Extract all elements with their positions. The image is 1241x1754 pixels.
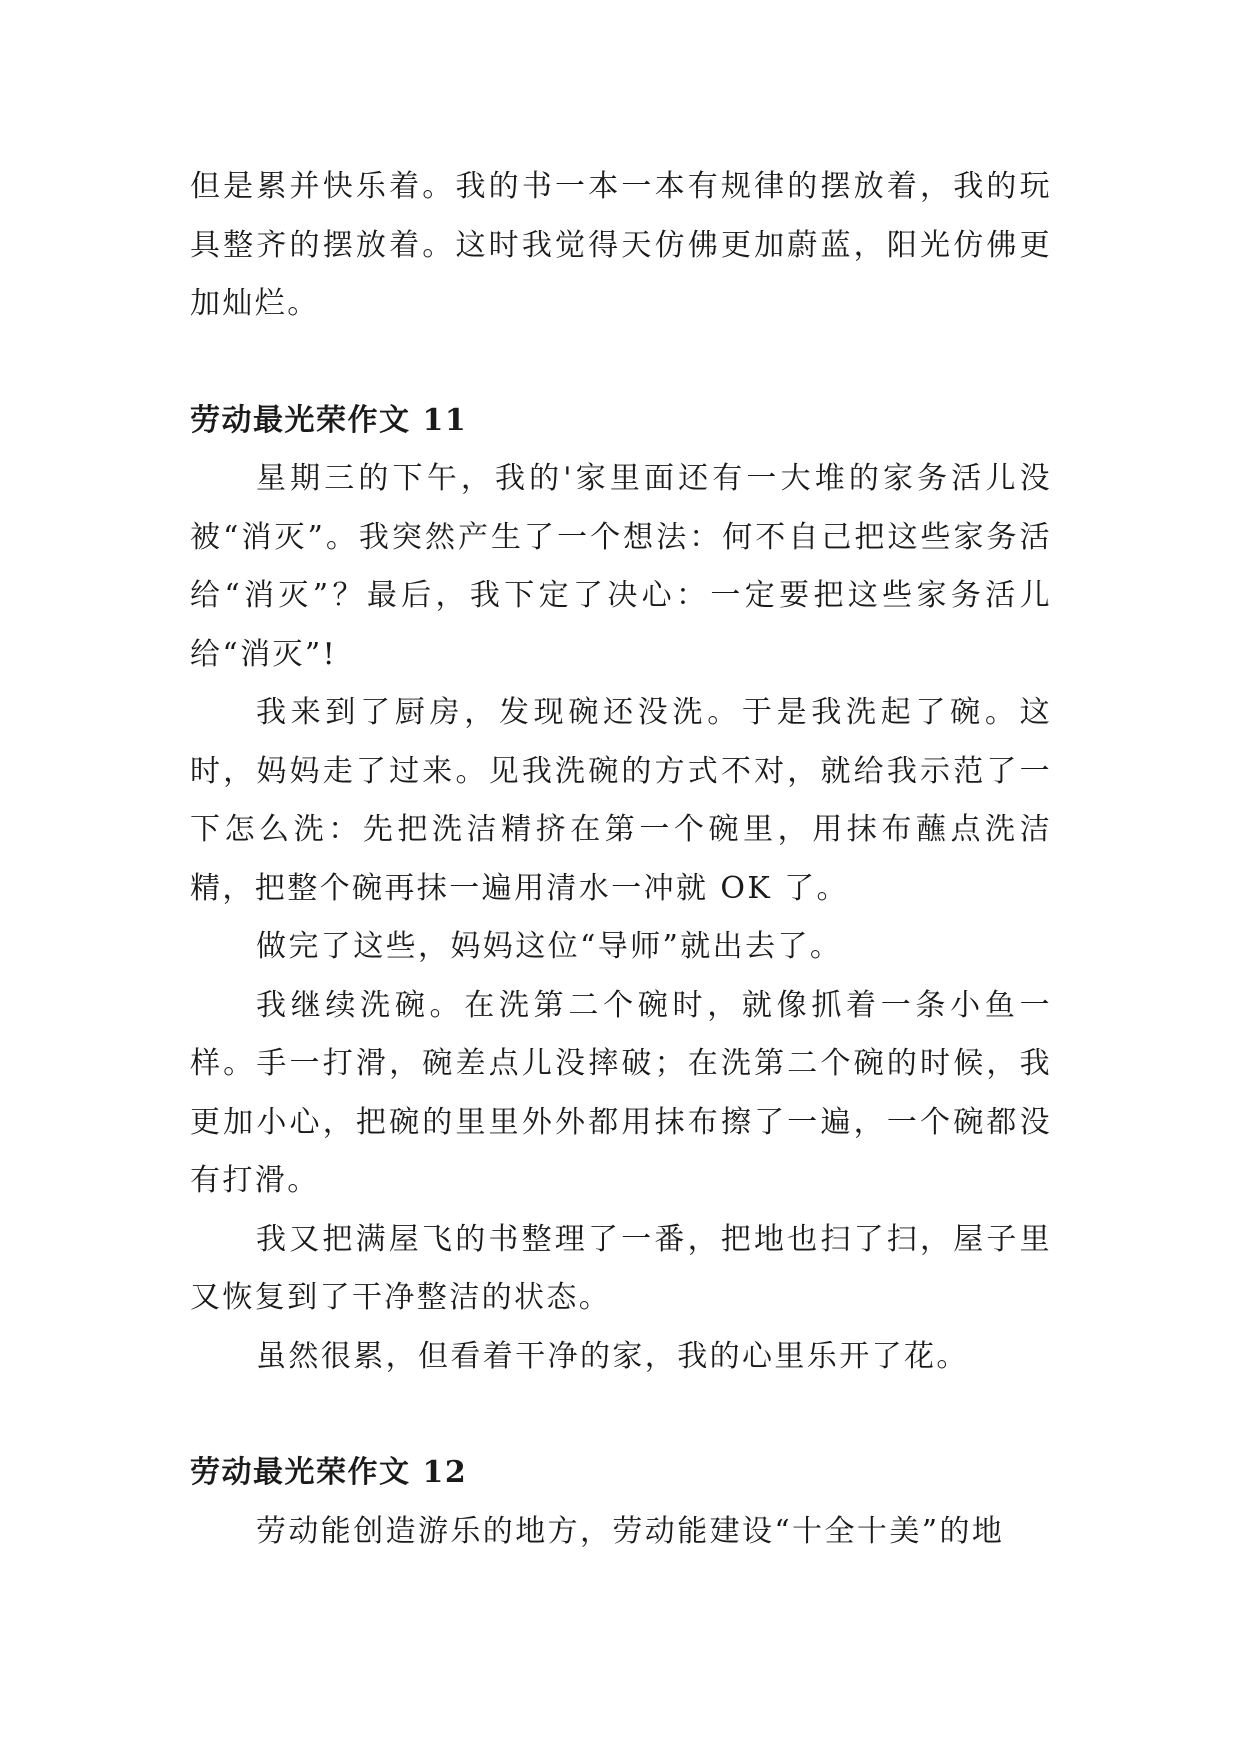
section-title-11: 劳动最光荣作文 11 xyxy=(190,402,468,438)
paragraph: 我来到了厨房，发现碗还没洗。于是我洗起了碗。这时，妈妈走了过来。见我洗碗的方式不对，就给我示范了一下怎么洗：先把洗洁精挤在第一个碗里，用抹布蘸点洗洁精，把整个碗再抹一遍用清水一冲就 OK 了。 xyxy=(190,695,1052,906)
paragraph: 我又把满屋飞的书整理了一番，把地也扫了扫，屋子里又恢复到了干净整洁的状态。 xyxy=(190,1221,1052,1315)
intro-paragraph: 但是累并快乐着。我的书一本一本有规律的摆放着，我的玩具整齐的摆放着。这时我觉得天仿佛更加蔚蓝，阳光仿佛更加灿烂。 xyxy=(190,169,1052,321)
section-title-12: 劳动最光荣作文 12 xyxy=(190,1455,468,1490)
paragraph: 劳动能创造游乐的地方，劳动能建设“十全十美”的地 xyxy=(256,1513,1005,1549)
document-body xyxy=(190,158,1052,1561)
paragraph: 做完了这些，妈妈这位“导师”就出去了。 xyxy=(256,929,843,964)
paragraph: 星期三的下午，我的'家里面还有一大堆的家务活儿没被“消灭”。我突然产生了一个想法：何不自己把这些家务活给“消灭”？最后，我下定了决心：一定要把这些家务活儿给“消灭”! xyxy=(190,461,1052,672)
paragraph: 我继续洗碗。在洗第二个碗时，就像抓着一条小鱼一样。手一打滑，碗差点儿没摔破；在洗第二个碗的时候，我更加小心，把碗的里里外外都用抹布擦了一遍，一个碗都没有打滑。 xyxy=(190,987,1052,1198)
section-gap xyxy=(190,1386,1052,1444)
paragraph: 虽然很累，但看着干净的家，我的心里乐开了花。 xyxy=(256,1338,969,1374)
section-gap xyxy=(190,334,1052,392)
